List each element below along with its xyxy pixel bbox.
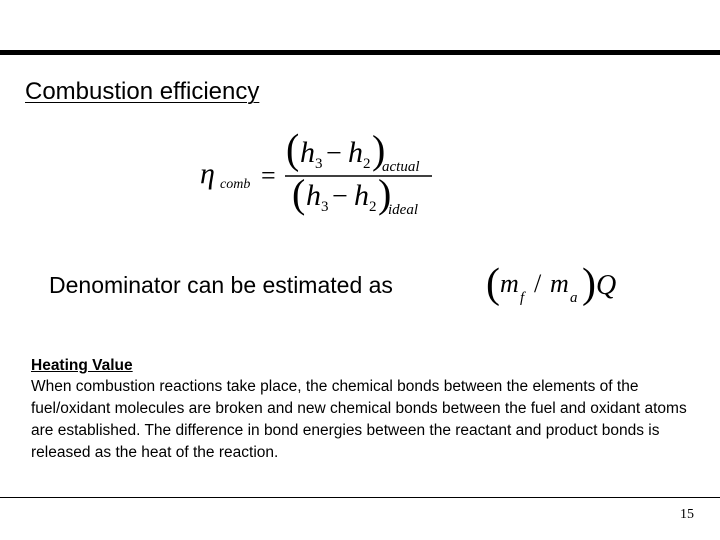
slide-heading: Combustion efficiency xyxy=(25,78,260,105)
numerator-close-paren: ) xyxy=(372,127,386,172)
m-f-subscript: f xyxy=(520,290,525,306)
page-number: 15 xyxy=(680,507,694,522)
close-paren: ) xyxy=(582,261,596,307)
denominator-open-paren: ( xyxy=(292,171,306,216)
numerator-h2: h xyxy=(348,136,363,169)
open-paren: ( xyxy=(486,261,500,307)
eta-symbol: η xyxy=(200,157,215,190)
combustion-efficiency-equation xyxy=(198,120,458,220)
divide-slash: / xyxy=(534,269,542,298)
numerator-h3: h xyxy=(300,136,315,169)
denominator-close-paren: ) xyxy=(378,171,392,216)
denominator-estimate-equation xyxy=(486,258,636,310)
denominator-h3: h xyxy=(306,179,321,212)
numerator-h3-sub: 3 xyxy=(315,156,323,172)
denominator-h2-sub: 2 xyxy=(369,199,377,215)
heating-value-body: When combustion reactions take place, the chemical bonds between the elements of the fuel/oxidant molecules are broken and new chemical bonds between the fuel and oxidant atoms are established. The difference in bond energies between the reactant and product bonds is released as the heat of the reaction. xyxy=(31,378,687,461)
denominator-h3-sub: 3 xyxy=(321,199,329,215)
numerator-subscript: actual xyxy=(382,159,420,175)
equals-sign: = xyxy=(261,161,276,190)
numerator-open-paren: ( xyxy=(286,125,300,173)
numerator-h2-sub: 2 xyxy=(363,156,371,172)
eta-subscript: comb xyxy=(220,177,251,192)
top-rule xyxy=(0,50,720,55)
numerator-minus: − xyxy=(326,138,342,169)
m-a-subscript: a xyxy=(570,290,578,306)
m-f: m xyxy=(500,269,519,298)
denominator-subscript: ideal xyxy=(388,202,418,218)
denominator-h2: h xyxy=(354,179,369,212)
heating-value-title: Heating Value xyxy=(31,357,133,374)
denominator-minus: − xyxy=(332,181,348,212)
denominator-description: Denominator can be estimated as xyxy=(49,272,393,298)
heat-Q: Q xyxy=(596,270,617,301)
m-a: m xyxy=(550,269,569,298)
bottom-rule xyxy=(0,497,720,498)
